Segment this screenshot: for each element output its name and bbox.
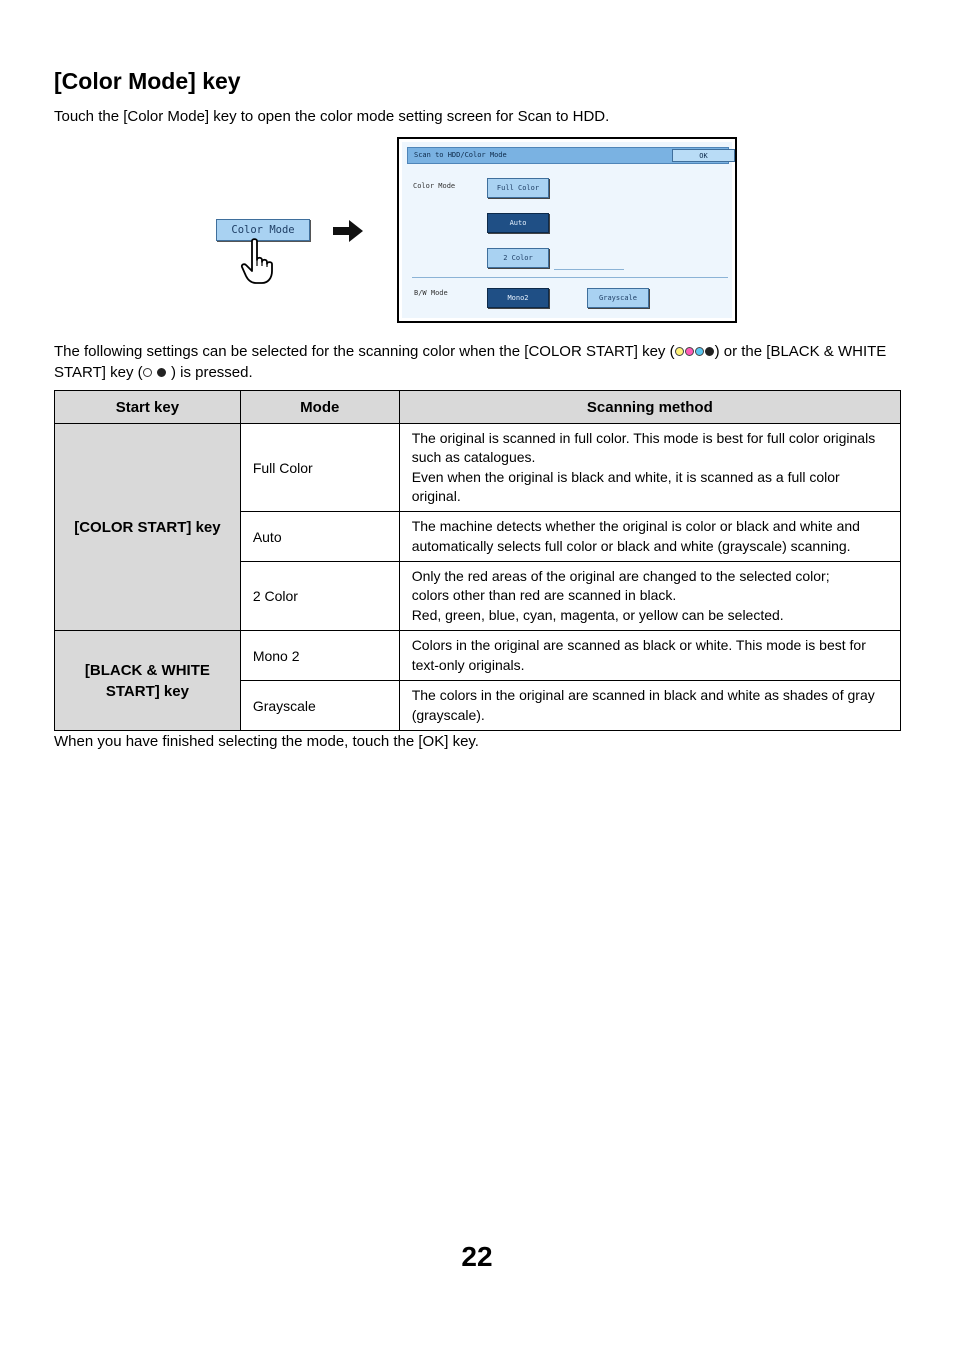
description-line: Red, green, blue, cyan, magenta, or yellow can be selected. — [411, 606, 784, 623]
cyan-circle-icon — [695, 347, 704, 356]
description-line: automatically selects full color or black and white (grayscale) scanning. — [411, 537, 851, 554]
intro-text: Touch the [Color Mode] key to open the color mode setting screen for Scan to HDD. — [54, 108, 610, 125]
auto-button[interactable]: Auto — [487, 213, 549, 233]
start-key-line: START] key — [105, 682, 189, 700]
black-circle-icon — [705, 347, 714, 356]
color-mode-key-illustration: Color Mode — [216, 219, 310, 241]
color-mode-table — [54, 390, 901, 731]
screen-title-bar — [407, 147, 729, 164]
mode-cell: Grayscale — [240, 681, 399, 731]
mode-cell: Auto — [240, 512, 399, 562]
description-line: Even when the original is black and white, it is scanned as a full color — [411, 468, 840, 485]
header-start-key: Start key — [55, 391, 241, 424]
mode-cell: Mono 2 — [240, 631, 399, 681]
black-circle-icon — [157, 368, 166, 377]
mode-cell: Full Color — [240, 424, 399, 512]
description-line: The machine detects whether the original is color or black and white and — [411, 518, 860, 535]
bw-start-key-icons — [143, 364, 167, 381]
mode-cell: 2 Color — [240, 562, 399, 631]
start-key-cell — [55, 631, 241, 731]
start-key-cell: [COLOR START] key — [55, 424, 241, 631]
white-circle-icon — [143, 368, 152, 377]
description-cell — [399, 631, 900, 681]
description-line: text-only originals. — [411, 656, 525, 673]
description-line: such as catalogues. — [411, 449, 536, 466]
description-line: Only the red areas of the original are changed to the selected color; — [411, 568, 830, 585]
page-heading: [Color Mode] key — [54, 68, 241, 94]
description-line: The original is scanned in full color. This mode is best for full color originals — [411, 429, 876, 446]
description-line: Colors in the original are scanned as black or white. This mode is best for — [411, 637, 866, 654]
paragraph-text-3: ) is pressed. — [170, 364, 253, 381]
color-mode-screen — [397, 137, 737, 323]
header-mode: Mode — [240, 391, 399, 424]
description-cell — [399, 512, 900, 562]
pointing-hand-icon — [240, 238, 294, 293]
mono2-button[interactable]: Mono2 — [487, 288, 549, 308]
closing-text: When you have finished selecting the mode, touch the [OK] key. — [54, 733, 479, 750]
color-selection-underline — [554, 269, 624, 270]
settings-paragraph — [54, 341, 904, 383]
page-number: 22 — [461, 1241, 493, 1272]
description-cell — [399, 424, 900, 512]
yellow-circle-icon — [675, 347, 684, 356]
description-line: original. — [411, 487, 461, 504]
two-color-button[interactable]: 2 Color — [487, 248, 549, 268]
bw-mode-label: B/W Mode — [414, 289, 448, 297]
color-start-key-icons — [675, 343, 715, 360]
color-mode-label: Color Mode — [413, 182, 456, 190]
paragraph-text-2: ) or the [BLACK & WHITE START] key ( — [54, 343, 887, 381]
description-line: (grayscale). — [411, 706, 485, 723]
description-cell — [399, 562, 900, 631]
ok-button[interactable]: OK — [672, 149, 735, 162]
header-scanning-method: Scanning method — [399, 391, 900, 424]
divider — [412, 277, 728, 278]
description-cell — [399, 681, 900, 731]
right-arrow-icon — [332, 219, 364, 248]
grayscale-button[interactable]: Grayscale — [587, 288, 649, 308]
full-color-button[interactable]: Full Color — [487, 178, 549, 198]
screen-title: Scan to HDD/Color Mode — [414, 151, 507, 159]
description-line: colors other than red are scanned in black. — [411, 587, 677, 604]
start-key-line: [BLACK & WHITE — [84, 661, 210, 679]
paragraph-text-1: The following settings can be selected for the scanning color when the [COLOR START] key ( — [54, 343, 675, 360]
description-line: The colors in the original are scanned in black and white as shades of gray — [411, 687, 875, 704]
magenta-circle-icon — [685, 347, 694, 356]
table-header-row — [55, 391, 901, 424]
table-row — [55, 631, 901, 681]
table-row — [55, 424, 901, 512]
